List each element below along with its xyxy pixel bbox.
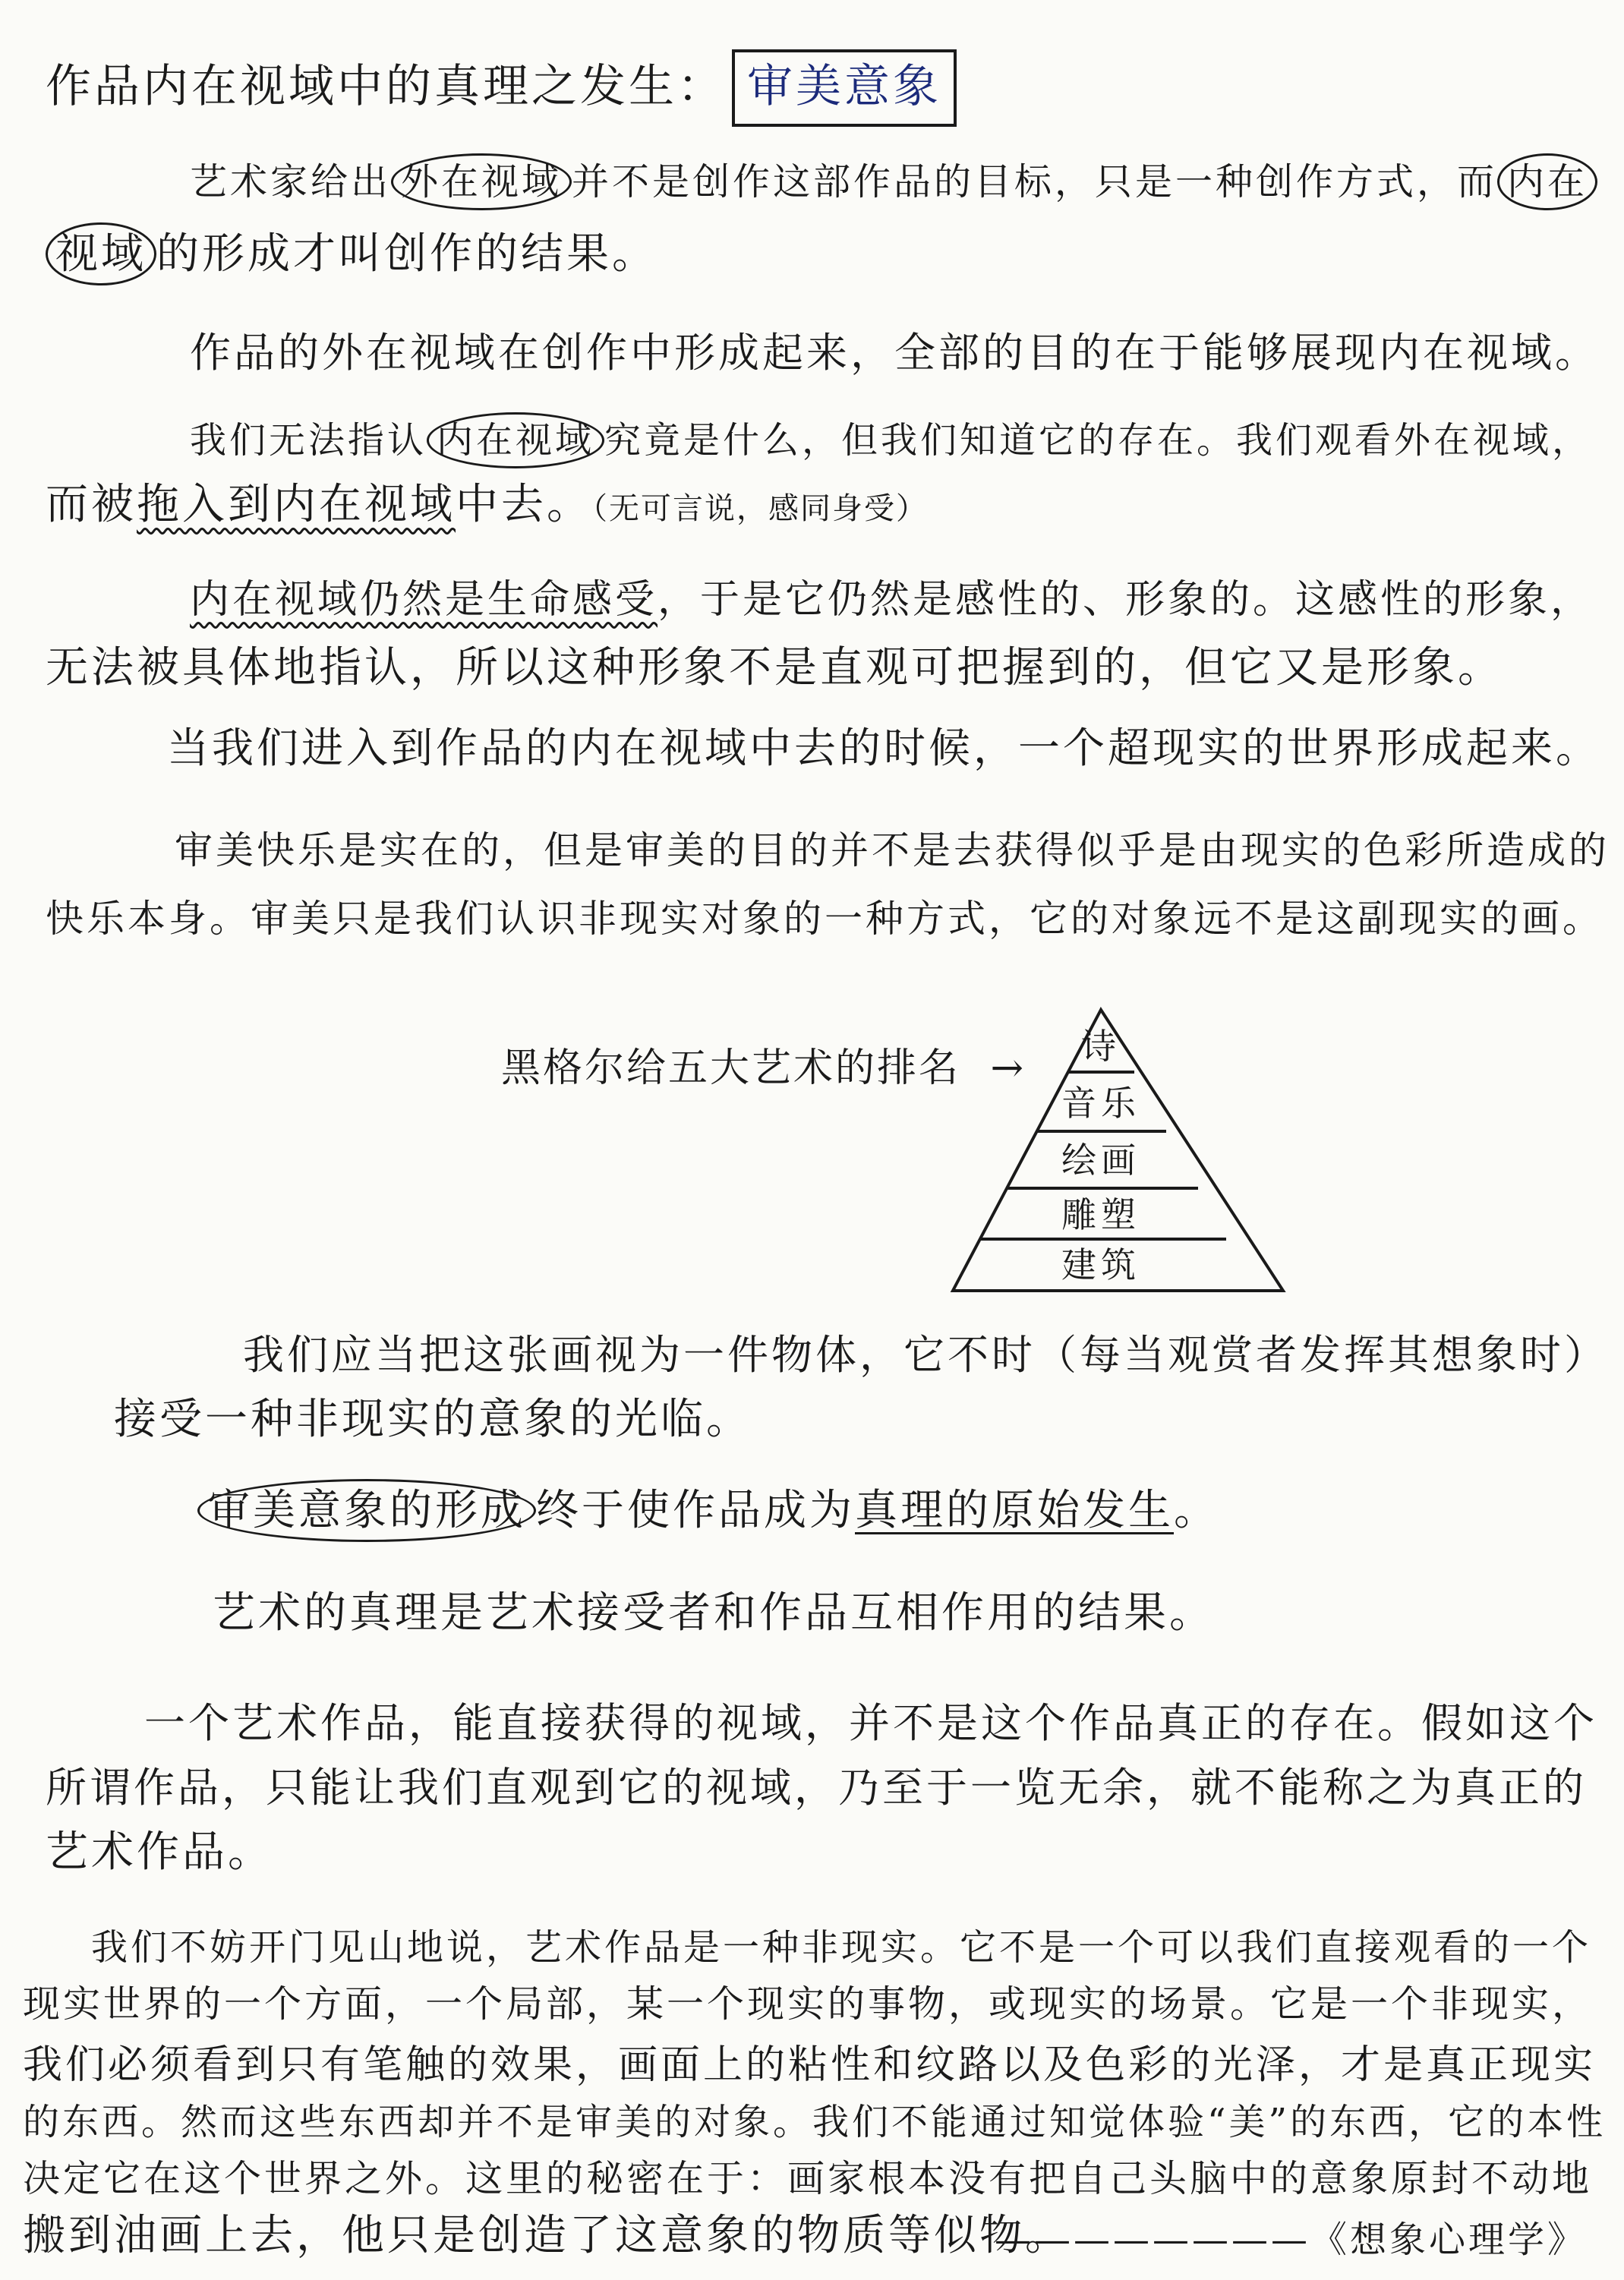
p6-line1: 审美快乐是实在的，但是审美的目的并不是去获得似乎是由现实的色彩所造成的: [175, 828, 1610, 872]
p4-text-b: ，于是它仍然是感性的、形象的。这感性的形象，: [657, 577, 1594, 623]
p8-text-b: 终于使作品成为: [536, 1486, 855, 1535]
p8-line1: [197, 1484, 1219, 1537]
source-title: 《想象心理学》: [1310, 2219, 1588, 2261]
p7-line1: 我们应当把这张画视为一件物体，它不时（每当观赏者发挥其想象时）: [243, 1331, 1608, 1379]
p2-line1: 作品的外在视域在创作中形成起来，全部的目的在于能够展现内在视域。: [190, 329, 1599, 377]
pyramid-label: [501, 1044, 1026, 1093]
pyramid-level-painting: 绘画: [1061, 1140, 1140, 1181]
p1-text-b: 并不是创作这部作品的目标，只是一种创作方式，而: [572, 160, 1498, 203]
heading-text: 作品内在视域中的真理之发生：: [46, 60, 726, 113]
p3-line1: [190, 414, 1591, 467]
p7-line2: 接受一种非现实的意象的光临。: [114, 1395, 752, 1444]
p11-line3: 我们必须看到只有笔触的效果，画面上的粘性和纹路以及色彩的光泽，才是真正现实: [23, 2042, 1597, 2088]
heading-boxed-term: 审美意象: [732, 49, 957, 127]
p11-line2: 现实世界的一个方面，一个局部，某一个现实的事物，或现实的场景。它是一个非现实，: [23, 1982, 1593, 2026]
source-dash: ————————: [995, 2219, 1310, 2261]
p3-text-a: 我们无法指认: [190, 419, 427, 462]
p10-line3: 艺术作品。: [46, 1827, 273, 1877]
p1-circled-horizon: 视域: [46, 222, 156, 285]
p11-line6: 搬到油画上去，他只是创造了这意象的物质等似物。: [23, 2211, 1071, 2260]
p3-circled-inner-horizon: 内在视域: [427, 412, 604, 468]
pyramid-level-architecture: 建筑: [1061, 1244, 1140, 1285]
pyramid-level-sculpture: 雕塑: [1061, 1194, 1140, 1235]
p11-line1: 我们不妨开门见山地说，艺术作品是一种非现实。它不是一个可以我们直接观看的一个: [91, 1926, 1592, 1969]
page-heading: [46, 49, 957, 127]
pyramid-label-text: 黑格尔给五大艺术的排名: [501, 1045, 961, 1091]
p4-line2: 无法被具体地指认，所以这种形象不是直观可把握到的，但它又是形象。: [46, 643, 1503, 692]
p3-text-d: 中去。: [456, 480, 592, 529]
p3-note: （无可言说，感同身受）: [592, 491, 928, 526]
p3-text-b: 究竟是什么，但我们知道它的存在。我们观看外在视域，: [604, 419, 1592, 462]
p11-line4: 的东西。然而这些东西却并不是审美的对象。我们不能通过知觉体验“美”的东西，它的本性: [23, 2101, 1607, 2143]
p3-underlined: 拖入到内在视域: [137, 480, 456, 529]
arrow-icon: →: [990, 1045, 1026, 1091]
p6-line2: 快乐本身。审美只是我们认识非现实对象的一种方式，它的对象远不是这副现实的画。: [46, 897, 1604, 941]
p8-end: 。: [1174, 1486, 1219, 1535]
p11-line5: 决定它在这个世界之外。这里的秘密在于：画家根本没有把自己头脑中的意象原封不动地: [23, 2157, 1593, 2200]
p4-wavy: 内在视域仍然是生命感受: [190, 577, 658, 623]
source-citation: [995, 2213, 1587, 2266]
pyramid-level-music: 音乐: [1061, 1083, 1140, 1124]
p8-circled-aesthetic-image: 审美意象的形成: [197, 1479, 536, 1542]
p3-line2: [46, 478, 928, 535]
p1-text-a: 艺术家给出: [190, 160, 392, 203]
p1-line2: [46, 228, 657, 281]
pyramid-level-poetry: 诗: [1081, 1026, 1121, 1067]
p1-line1: [190, 156, 1597, 209]
p1-text-c: 的形成才叫创作的结果。: [156, 229, 657, 279]
p9-line1: 艺术的真理是艺术接受者和作品互相作用的结果。: [213, 1588, 1215, 1638]
p10-line2: 所谓作品，只能让我们直观到它的视域，乃至于一览无余，就不能称之为真正的: [46, 1764, 1587, 1812]
p1-circled-outer-horizon: 外在视域: [391, 153, 572, 210]
p4-line1: [190, 573, 1593, 626]
p3-text-c: 而被: [46, 480, 137, 529]
p10-line1: 一个艺术作品，能直接获得的视域，并不是这个作品真正的存在。假如这个: [144, 1699, 1597, 1747]
p8-underlined-truth: 真理的原始发生: [855, 1486, 1174, 1535]
p5-line1: 当我们进入到作品的内在视域中去的时候，一个超现实的世界形成起来。: [167, 724, 1601, 772]
p1-circled-inner: 内在: [1497, 153, 1597, 210]
